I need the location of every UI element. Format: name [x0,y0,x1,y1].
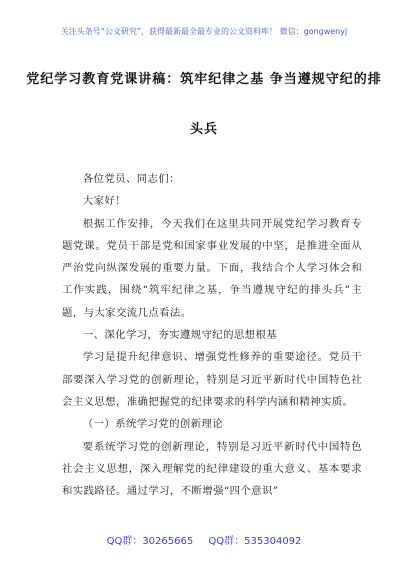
header-note: 关注头条号“公文研究”，获得最新最全最专业的公文资料库！ 微信：gongwenyj [60,27,348,36]
qq-group-2: QQ群：535304092 [208,536,302,547]
salutation: 各位党员、同志们： [82,173,180,185]
section-heading-1: 一、深化学习，夯实遵规守纪的思想根基 [82,329,278,342]
paragraph-study: 学习是提升纪律意识、增强党性修养的重要途径。党员干部要深入学习党的创新理论，特别是习近平新时代中国特色社会主义思想，准确把握党的纪律要求的科学内涵和精神实质。 [62,351,362,408]
paragraph-theory: 要系统学习党的创新理论，特别是习近平新时代中国特色社会主义思想，深入理解党的纪律建设的重大意义、基本要求和实践路径。通过学习，不断增强“四个意识” [62,440,362,498]
qq-group-1: QQ群：30265665 [106,536,194,547]
greeting: 大家好！ [82,195,126,208]
footer-contact [0,532,408,547]
page-title-line-2: 头兵 [189,122,218,137]
subsection-heading-1: （一）系统学习党的创新理论 [82,418,224,431]
page-title-line-1: 党纪学习教育党课讲稿：筑牢纪律之基 争当遵规守纪的排 [26,72,382,87]
paragraph-intro: 根据工作安排，今天我们在这里共同开展党纪学习教育专题党课。党员干部是党和国家事业发展的中坚，是推进全面从严治党向纵深发展的重要力量。下面，我结合个人学习体会和工作实践，围绕“筑牢纪律之基，争当遵规守纪的排头兵”主题，与大家交流几点看法。 [62,217,362,319]
document-body [62,168,362,502]
